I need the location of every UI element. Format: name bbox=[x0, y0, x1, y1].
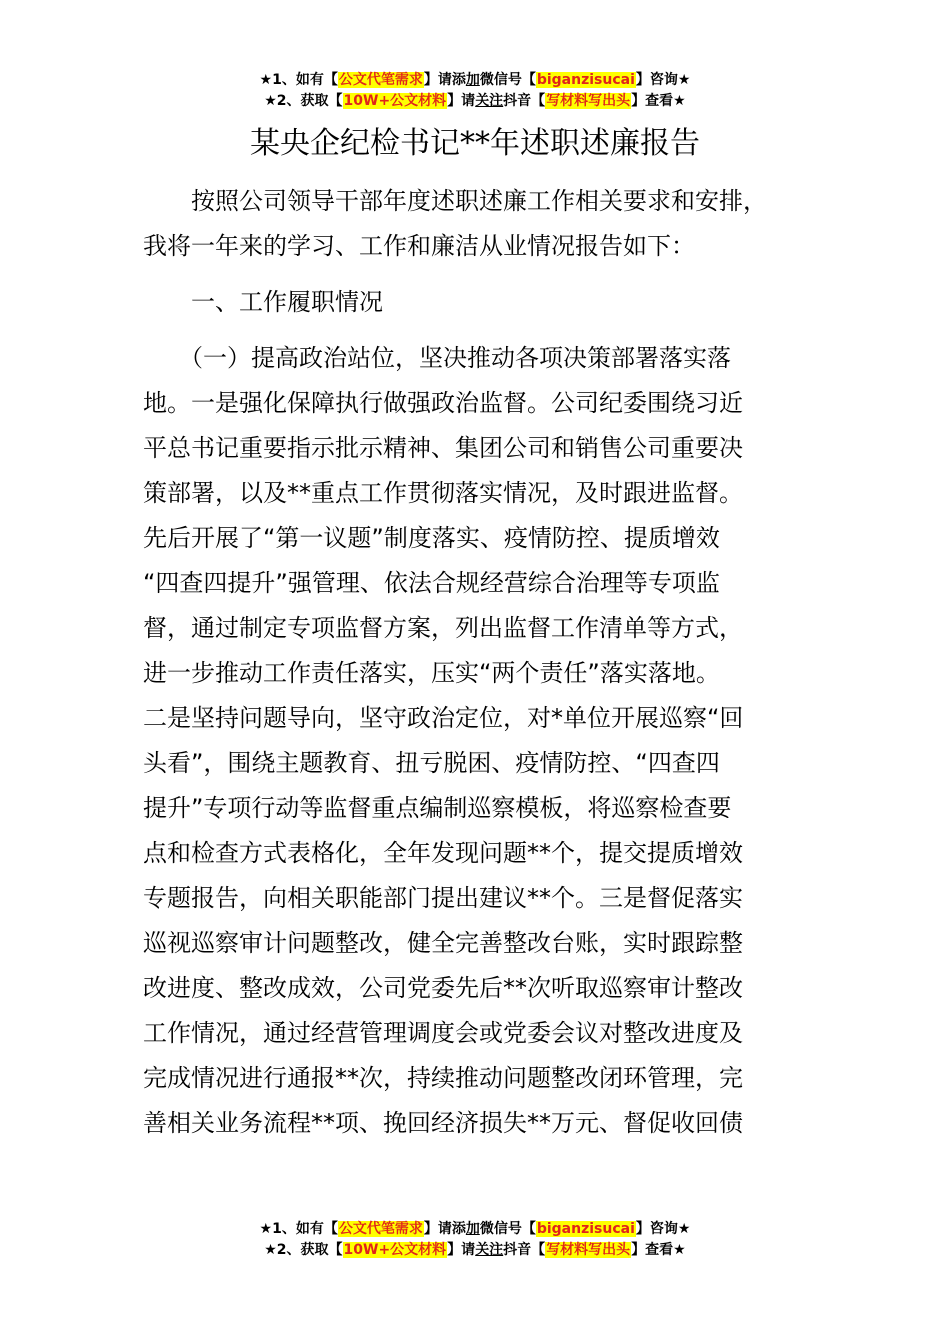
body-line: 巡视巡察审计问题整改，健全完善整改台账，实时跟踪整 bbox=[143, 929, 743, 957]
promo-text: 】咨询★ bbox=[635, 72, 691, 88]
promo-underlined-text: 关注 bbox=[475, 93, 504, 109]
promo-text: 】咨询★ bbox=[635, 1221, 691, 1237]
promo-text: 抖音【 bbox=[503, 1242, 546, 1258]
promo-text: 微信号【 bbox=[479, 1221, 536, 1237]
promo-highlight: biganzisucai bbox=[536, 1221, 635, 1237]
promo-text: 】请添 bbox=[423, 1221, 466, 1237]
promo-banner-top bbox=[0, 70, 950, 112]
promo-underlined-text: 加 bbox=[465, 72, 480, 88]
promo-line-2 bbox=[0, 1240, 950, 1261]
promo-highlight: 写材料写出头 bbox=[546, 1242, 631, 1258]
promo-underlined-text: 关注 bbox=[475, 1242, 504, 1258]
promo-text: 】请 bbox=[447, 1242, 476, 1258]
body-line: 专题报告，向相关职能部门提出建议**个。三是督促落实 bbox=[143, 884, 743, 912]
section-heading: 一、工作履职情况 bbox=[143, 288, 383, 316]
body-line: 改进度、整改成效，公司党委先后**次听取巡察审计整改 bbox=[143, 974, 743, 1002]
body-line: “四查四提升”强管理、依法合规经营综合治理等专项监 bbox=[143, 569, 720, 597]
promo-text: ★1、如有【 bbox=[259, 72, 338, 88]
promo-text: ★2、获取【 bbox=[264, 1242, 343, 1258]
body-line: 先后开展了“第一议题”制度落实、疫情防控、提质增效 bbox=[143, 524, 720, 552]
promo-highlight: 10W+公文材料 bbox=[343, 1242, 447, 1258]
promo-line-1 bbox=[0, 70, 950, 91]
promo-text: 抖音【 bbox=[503, 93, 546, 109]
promo-text: ★1、如有【 bbox=[259, 1221, 338, 1237]
promo-text: 】查看★ bbox=[631, 1242, 686, 1258]
body-line: 二是坚持问题导向，坚守政治定位，对*单位开展巡察“回 bbox=[143, 704, 744, 732]
body-line: 头看”，围绕主题教育、扭亏脱困、疫情防控、“四查四 bbox=[143, 749, 720, 777]
body-line: 我将一年来的学习、工作和廉洁从业情况报告如下： bbox=[143, 232, 695, 260]
body-line: 完成情况进行通报**次，持续推动问题整改闭环管理，完 bbox=[143, 1064, 743, 1092]
body-line: 按照公司领导干部年度述职述廉工作相关要求和安排， bbox=[143, 187, 767, 215]
document-title: 某央企纪检书记**年述职述廉报告 bbox=[250, 126, 700, 161]
document-body bbox=[143, 179, 823, 1146]
promo-underlined-text: 加 bbox=[465, 1221, 480, 1237]
promo-text: ★2、获取【 bbox=[264, 93, 343, 109]
body-line: 平总书记重要指示批示精神、集团公司和销售公司重要决 bbox=[143, 434, 743, 462]
promo-highlight: 公文代笔需求 bbox=[338, 1221, 423, 1237]
body-line: 地。一是强化保障执行做强政治监督。公司纪委围绕习近 bbox=[143, 389, 743, 417]
promo-highlight: 公文代笔需求 bbox=[338, 72, 423, 88]
promo-line-1 bbox=[0, 1219, 950, 1240]
body-line: 督，通过制定专项监督方案，列出监督工作清单等方式， bbox=[143, 614, 743, 642]
promo-text: 】请添 bbox=[423, 72, 466, 88]
body-line: 点和检查方式表格化，全年发现问题**个，提交提质增效 bbox=[143, 839, 743, 867]
body-line: （一）提高政治站位，坚决推动各项决策部署落实落 bbox=[143, 344, 731, 372]
body-line: 善相关业务流程**项、挽回经济损失**万元、督促收回债 bbox=[143, 1109, 743, 1137]
promo-highlight: 写材料写出头 bbox=[546, 93, 631, 109]
body-line: 工作情况，通过经营管理调度会或党委会议对整改进度及 bbox=[143, 1019, 743, 1047]
promo-text: 】请 bbox=[447, 93, 476, 109]
promo-text: 】查看★ bbox=[631, 93, 686, 109]
promo-line-2 bbox=[0, 91, 950, 112]
promo-text: 微信号【 bbox=[479, 72, 536, 88]
promo-banner-bottom bbox=[0, 1219, 950, 1261]
promo-highlight: 10W+公文材料 bbox=[343, 93, 447, 109]
promo-highlight: biganzisucai bbox=[536, 72, 635, 88]
body-line: 进一步推动工作责任落实，压实“两个责任”落实落地。 bbox=[143, 659, 720, 687]
body-line: 策部署，以及**重点工作贯彻落实情况，及时跟进监督。 bbox=[143, 479, 743, 507]
body-line: 提升”专项行动等监督重点编制巡察模板，将巡察检查要 bbox=[143, 794, 732, 822]
